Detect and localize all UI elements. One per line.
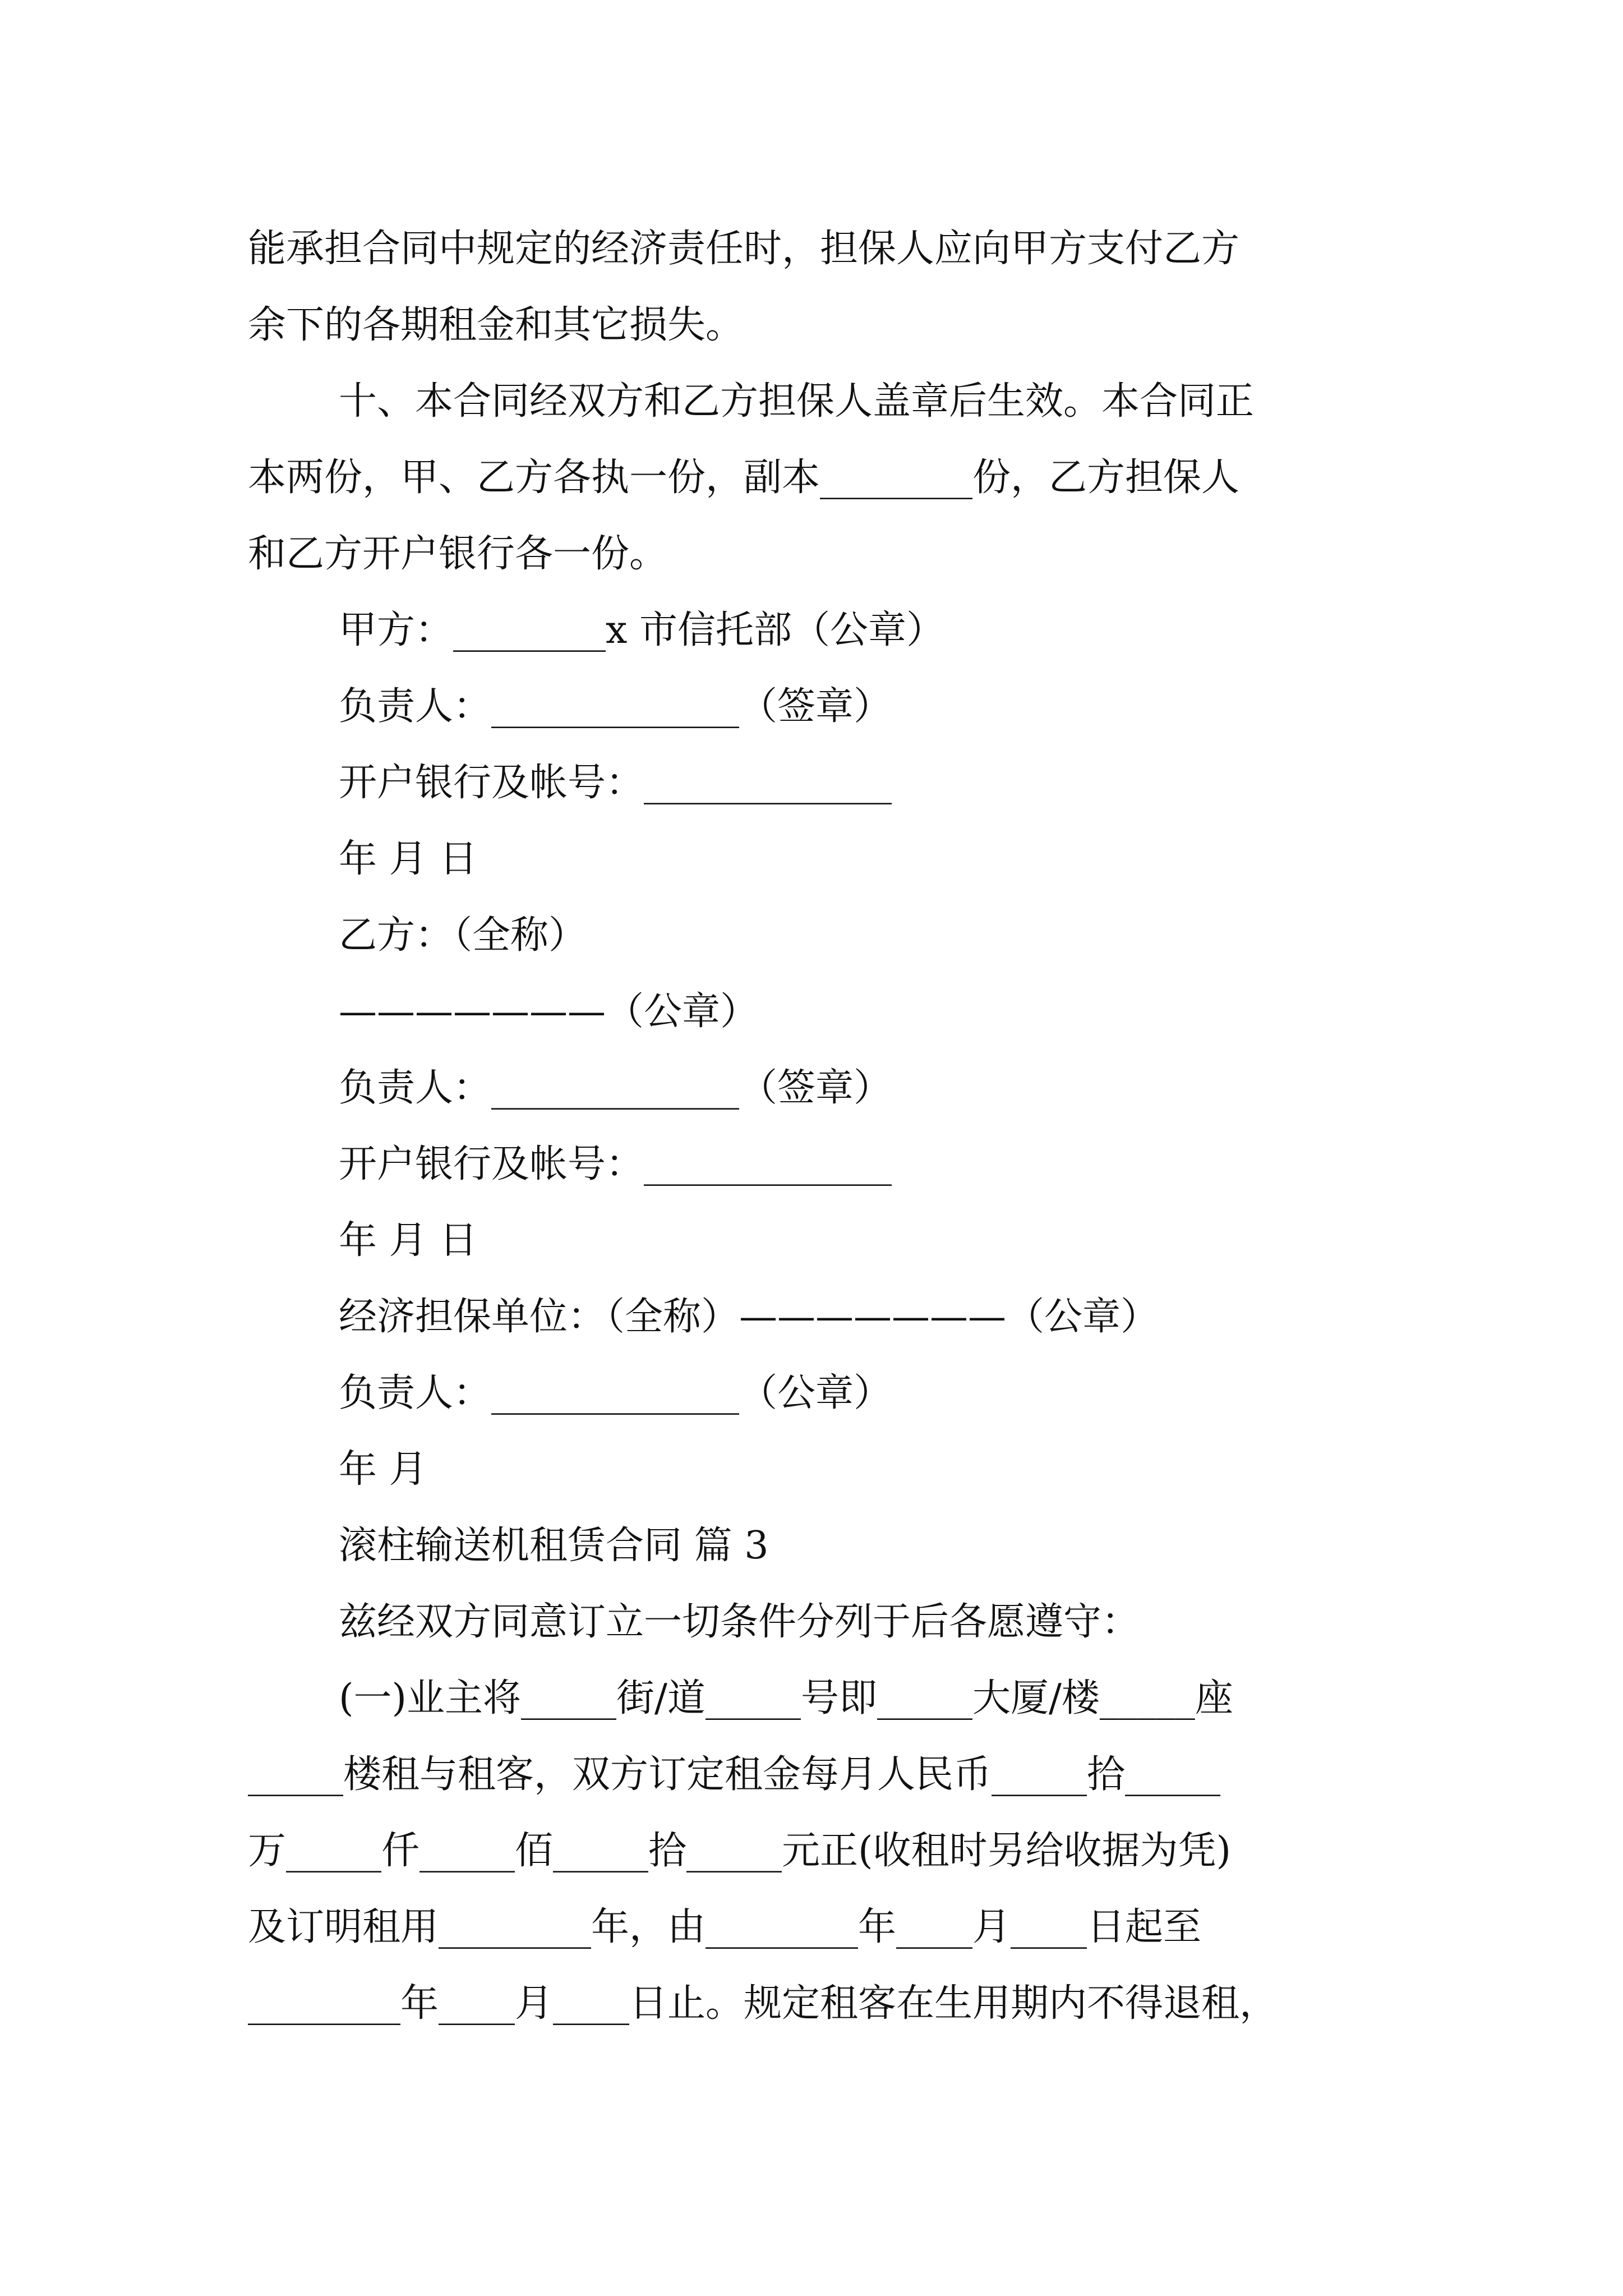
paragraph-line: 余下的各期租金和其它损失。	[248, 303, 744, 347]
paragraph-line: 和乙方开户银行各一份。	[248, 532, 668, 576]
guarantor-responsible-line: 负责人：_____________（公章）	[339, 1371, 892, 1415]
party-b-bank-line: 开户银行及帐号：_____________	[339, 1142, 892, 1186]
party-b-responsible-line: 负责人：_____________（签章）	[339, 1066, 892, 1110]
paragraph-line: 万_____仟_____佰_____拾_____元正(收租时另给收据为凭)	[248, 1829, 1232, 1873]
paragraph-line: 本两份，甲、乙方各执一份，副本________份，乙方担保人	[248, 455, 1240, 500]
clause-one-line: (一)业主将_____街/道_____号即_____大厦/楼_____座	[339, 1676, 1233, 1720]
paragraph-line: _____楼租与租客，双方订定租金每月人民币_____拾_____	[248, 1752, 1221, 1797]
section-heading: 滚柱输送机租赁合同 篇 3	[339, 1524, 769, 1568]
guarantor-line: 经济担保单位：（全称）———————（公章）	[339, 1295, 1159, 1339]
paragraph-line: ________年____月____日止。规定租客在生用期内不得退租，	[248, 1981, 1278, 2026]
guarantor-date-line: 年 月	[339, 1447, 427, 1492]
party-a-date-line: 年 月 日	[339, 837, 478, 881]
document-body	[248, 211, 1392, 2042]
paragraph-line: 及订明租用________年，由________年____月____日起至	[248, 1905, 1202, 1949]
party-a-bank-line: 开户银行及帐号：_____________	[339, 761, 892, 805]
party-b-date-line: 年 月 日	[339, 1218, 478, 1263]
intro-line: 兹经双方同意订立一切条件分列于后各愿遵守：	[339, 1600, 1140, 1644]
party-a-responsible-line: 负责人：_____________（签章）	[339, 684, 892, 729]
clause-ten-line: 十、本合同经双方和乙方担保人盖章后生效。本合同正	[339, 379, 1255, 424]
party-a-line: 甲方：________x 市信托部（公章）	[339, 608, 944, 652]
party-b-line: 乙方：（全称）	[339, 913, 587, 958]
paragraph-line: 能承担合同中规定的经济责任时，担保人应向甲方支付乙方	[248, 227, 1240, 271]
party-b-seal-line: ———————（公章）	[339, 990, 759, 1034]
